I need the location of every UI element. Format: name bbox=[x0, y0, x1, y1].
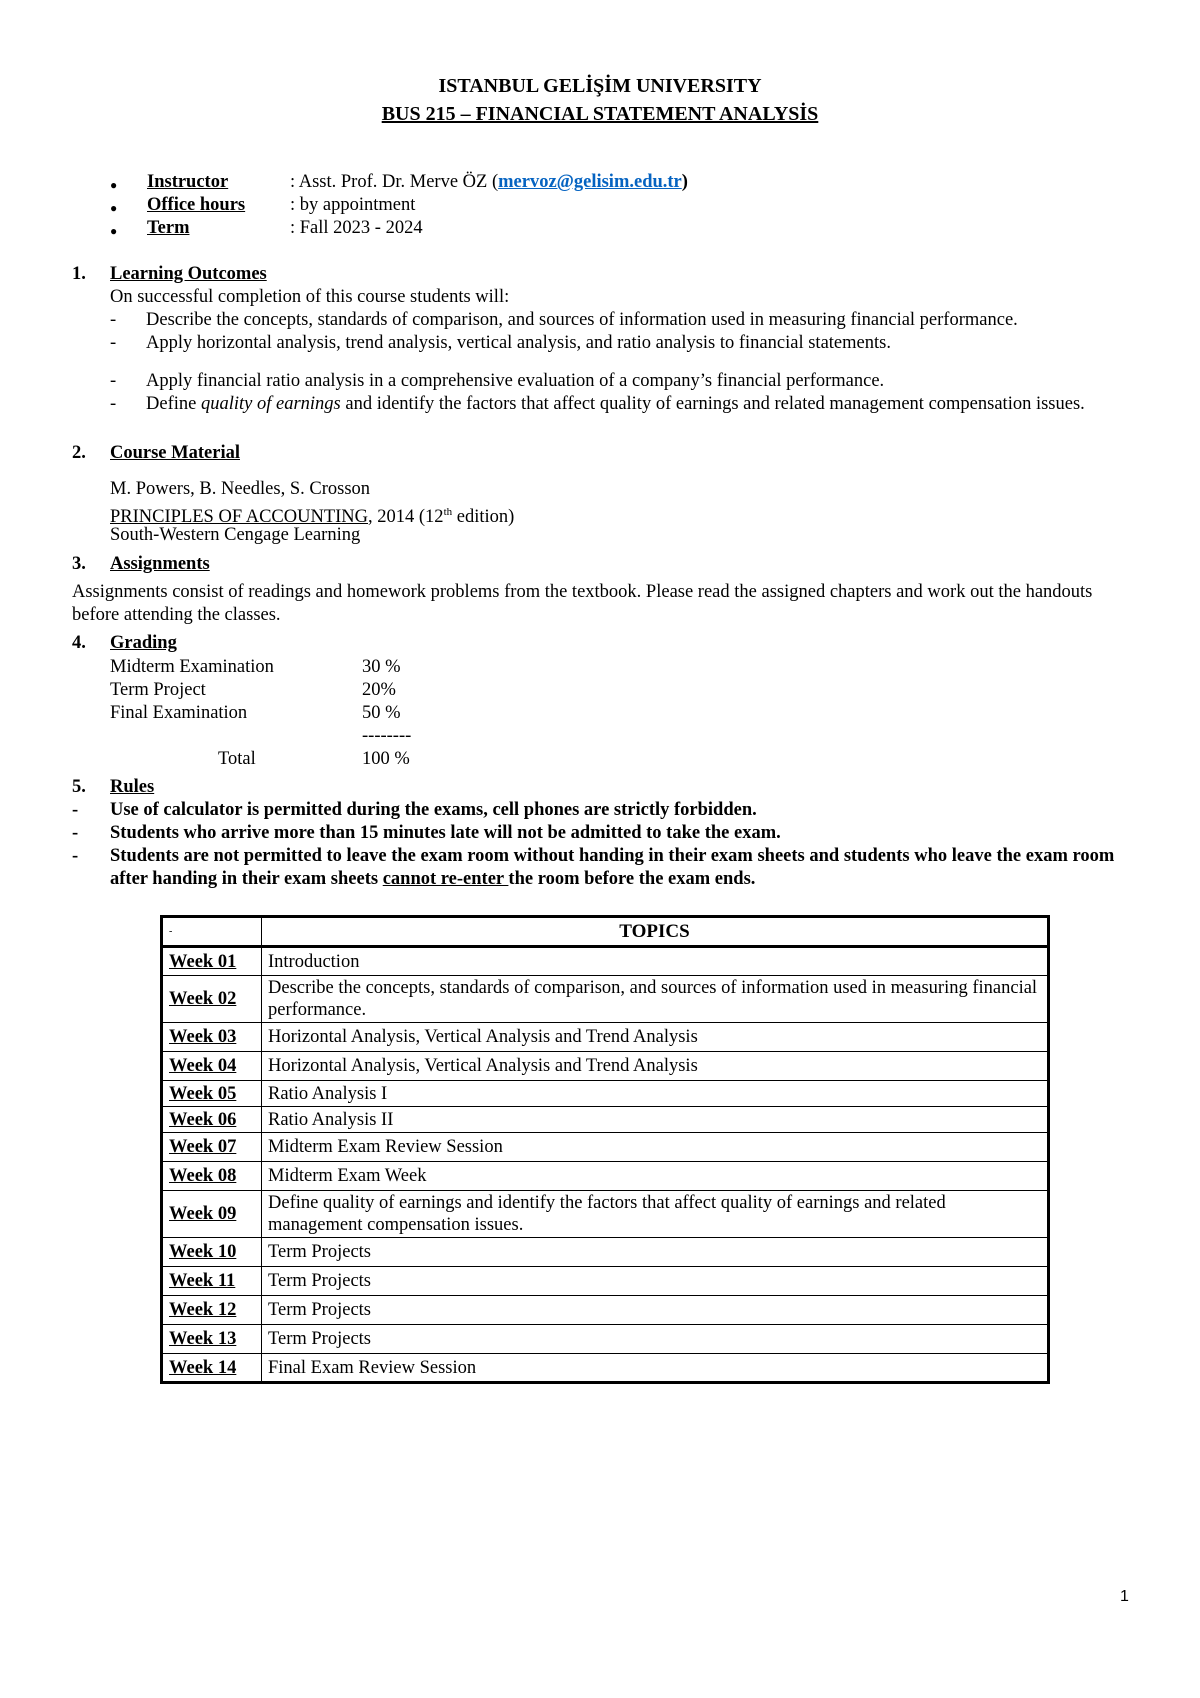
table-row bbox=[162, 1296, 1049, 1325]
topic-cell: Term Projects bbox=[262, 1296, 1049, 1325]
bullet-icon: ● bbox=[110, 201, 118, 215]
learning-outcomes-heading: Learning Outcomes bbox=[110, 264, 267, 284]
table-header-row bbox=[162, 917, 1049, 947]
topic-cell: Introduction bbox=[262, 947, 1049, 976]
assignments-text: Assignments consist of readings and homework problems from the textbook. Please read the assigned chapters and work out the handouts before attending the classes. bbox=[72, 582, 1093, 625]
topic-cell: Ratio Analysis II bbox=[262, 1107, 1049, 1133]
rule-item: Students are not permitted to leave the exam room without handing in their exam sheets and students who leave the exam room after handing in their exam sheets cannot re-enter the room before the exam ends. bbox=[110, 846, 1115, 889]
grading-label: Final Examination bbox=[110, 703, 248, 723]
table-row bbox=[162, 1238, 1049, 1267]
instructor-email-link[interactable]: mervoz@gelisim.edu.tr bbox=[498, 172, 682, 192]
topic-cell: Describe the concepts, standards of comparison, and sources of information used in measuring financial performance. bbox=[262, 976, 1049, 1023]
learning-outcomes-intro: On successful completion of this course students will: bbox=[110, 287, 510, 307]
dash-marker: - bbox=[110, 310, 117, 330]
week-cell: Week 09 bbox=[162, 1191, 262, 1238]
week-cell: Week 04 bbox=[162, 1052, 262, 1081]
week-cell: Week 11 bbox=[162, 1267, 262, 1296]
instructor-label: Instructor bbox=[147, 172, 229, 192]
dash-marker: - bbox=[110, 394, 117, 414]
week-cell: Week 07 bbox=[162, 1133, 262, 1162]
rules-heading: Rules bbox=[110, 777, 155, 797]
page-number: 1 bbox=[1120, 1588, 1129, 1605]
topic-cell: Ratio Analysis I bbox=[262, 1081, 1049, 1107]
table-row bbox=[162, 1267, 1049, 1296]
week-cell: Week 08 bbox=[162, 1162, 262, 1191]
course-material-heading: Course Material bbox=[110, 443, 240, 463]
table-row bbox=[162, 1107, 1049, 1133]
university-title: ISTANBUL GELİŞİM UNIVERSITY bbox=[438, 75, 762, 97]
topics-header: TOPICS bbox=[262, 917, 1049, 947]
week-cell: Week 13 bbox=[162, 1325, 262, 1354]
instructor-value: : Asst. Prof. Dr. Merve ÖZ (mervoz@gelisim.edu.tr) bbox=[290, 172, 688, 192]
dash-marker: - bbox=[72, 846, 79, 866]
table-row bbox=[162, 1162, 1049, 1191]
topic-cell: Horizontal Analysis, Vertical Analysis and Trend Analysis bbox=[262, 1052, 1049, 1081]
week-cell: Week 03 bbox=[162, 1023, 262, 1052]
office-hours-value: : by appointment bbox=[290, 195, 416, 215]
outcome-item: Define quality of earnings and identify the factors that affect quality of earnings and related management compensation issues. bbox=[146, 394, 1085, 414]
topic-cell: Term Projects bbox=[262, 1238, 1049, 1267]
section-number: 2. bbox=[72, 443, 86, 463]
grading-label: Midterm Examination bbox=[110, 657, 274, 677]
grading-heading: Grading bbox=[110, 633, 177, 653]
outcome-item: Apply horizontal analysis, trend analysis, vertical analysis, and ratio analysis to financial statements. bbox=[146, 333, 891, 353]
topic-cell: Define quality of earnings and identify the factors that affect quality of earnings and related management compensation issues. bbox=[262, 1191, 1049, 1238]
table-row bbox=[162, 1081, 1049, 1107]
section-number: 1. bbox=[72, 264, 86, 284]
section-number: 5. bbox=[72, 777, 86, 797]
week-cell: Week 06 bbox=[162, 1107, 262, 1133]
office-hours-label: Office hours bbox=[147, 195, 246, 215]
grading-separator: -------- bbox=[362, 726, 412, 746]
grading-label: Term Project bbox=[110, 680, 206, 700]
bullet-icon: ● bbox=[110, 178, 118, 192]
topic-cell: Final Exam Review Session bbox=[262, 1354, 1049, 1383]
section-number: 3. bbox=[72, 554, 86, 574]
week-cell: Week 05 bbox=[162, 1081, 262, 1107]
outcome-item: Describe the concepts, standards of comparison, and sources of information used in measuring financial performance. bbox=[146, 310, 1018, 330]
week-cell: Week 02 bbox=[162, 976, 262, 1023]
week-cell: Week 01 bbox=[162, 947, 262, 976]
dash-marker: - bbox=[110, 371, 117, 391]
table-row bbox=[162, 947, 1049, 976]
assignments-heading: Assignments bbox=[110, 554, 210, 574]
table-row bbox=[162, 1023, 1049, 1052]
book-authors: M. Powers, B. Needles, S. Crosson bbox=[110, 479, 371, 499]
week-cell: Week 10 bbox=[162, 1238, 262, 1267]
dash-marker: - bbox=[72, 800, 79, 820]
topic-cell: Term Projects bbox=[262, 1267, 1049, 1296]
rule-item: Use of calculator is permitted during the exams, cell phones are strictly forbidden. bbox=[110, 800, 757, 820]
topic-cell: Horizontal Analysis, Vertical Analysis and Trend Analysis bbox=[262, 1023, 1049, 1052]
grading-value: 50 % bbox=[362, 703, 401, 723]
book-title: PRINCIPLES OF ACCOUNTING, 2014 (12th edition) bbox=[110, 506, 515, 528]
table-row bbox=[162, 1325, 1049, 1354]
grading-total-label: Total bbox=[218, 749, 256, 769]
topics-table bbox=[160, 915, 1050, 1384]
topic-cell: Midterm Exam Week bbox=[262, 1162, 1049, 1191]
table-row bbox=[162, 1191, 1049, 1238]
topic-cell: Term Projects bbox=[262, 1325, 1049, 1354]
grading-value: 30 % bbox=[362, 657, 401, 677]
term-label: Term bbox=[147, 218, 190, 238]
table-corner: - bbox=[162, 917, 262, 947]
grading-value: 20% bbox=[362, 680, 396, 700]
topic-cell: Midterm Exam Review Session bbox=[262, 1133, 1049, 1162]
week-cell: Week 12 bbox=[162, 1296, 262, 1325]
book-publisher: South-Western Cengage Learning bbox=[110, 525, 361, 545]
dash-marker: - bbox=[110, 333, 117, 353]
dash-marker: - bbox=[72, 823, 79, 843]
table-row bbox=[162, 1052, 1049, 1081]
term-value: : Fall 2023 - 2024 bbox=[290, 218, 423, 238]
course-title: BUS 215 – FINANCIAL STATEMENT ANALYSİS bbox=[381, 103, 819, 125]
section-number: 4. bbox=[72, 633, 86, 653]
table-row bbox=[162, 1354, 1049, 1383]
week-cell: Week 14 bbox=[162, 1354, 262, 1383]
table-row bbox=[162, 1133, 1049, 1162]
rule-item: Students who arrive more than 15 minutes late will not be admitted to take the exam. bbox=[110, 823, 781, 843]
bullet-icon: ● bbox=[110, 224, 118, 238]
table-row bbox=[162, 976, 1049, 1023]
outcome-item: Apply financial ratio analysis in a comprehensive evaluation of a company’s financial performance. bbox=[146, 371, 885, 391]
grading-total-value: 100 % bbox=[362, 749, 410, 769]
